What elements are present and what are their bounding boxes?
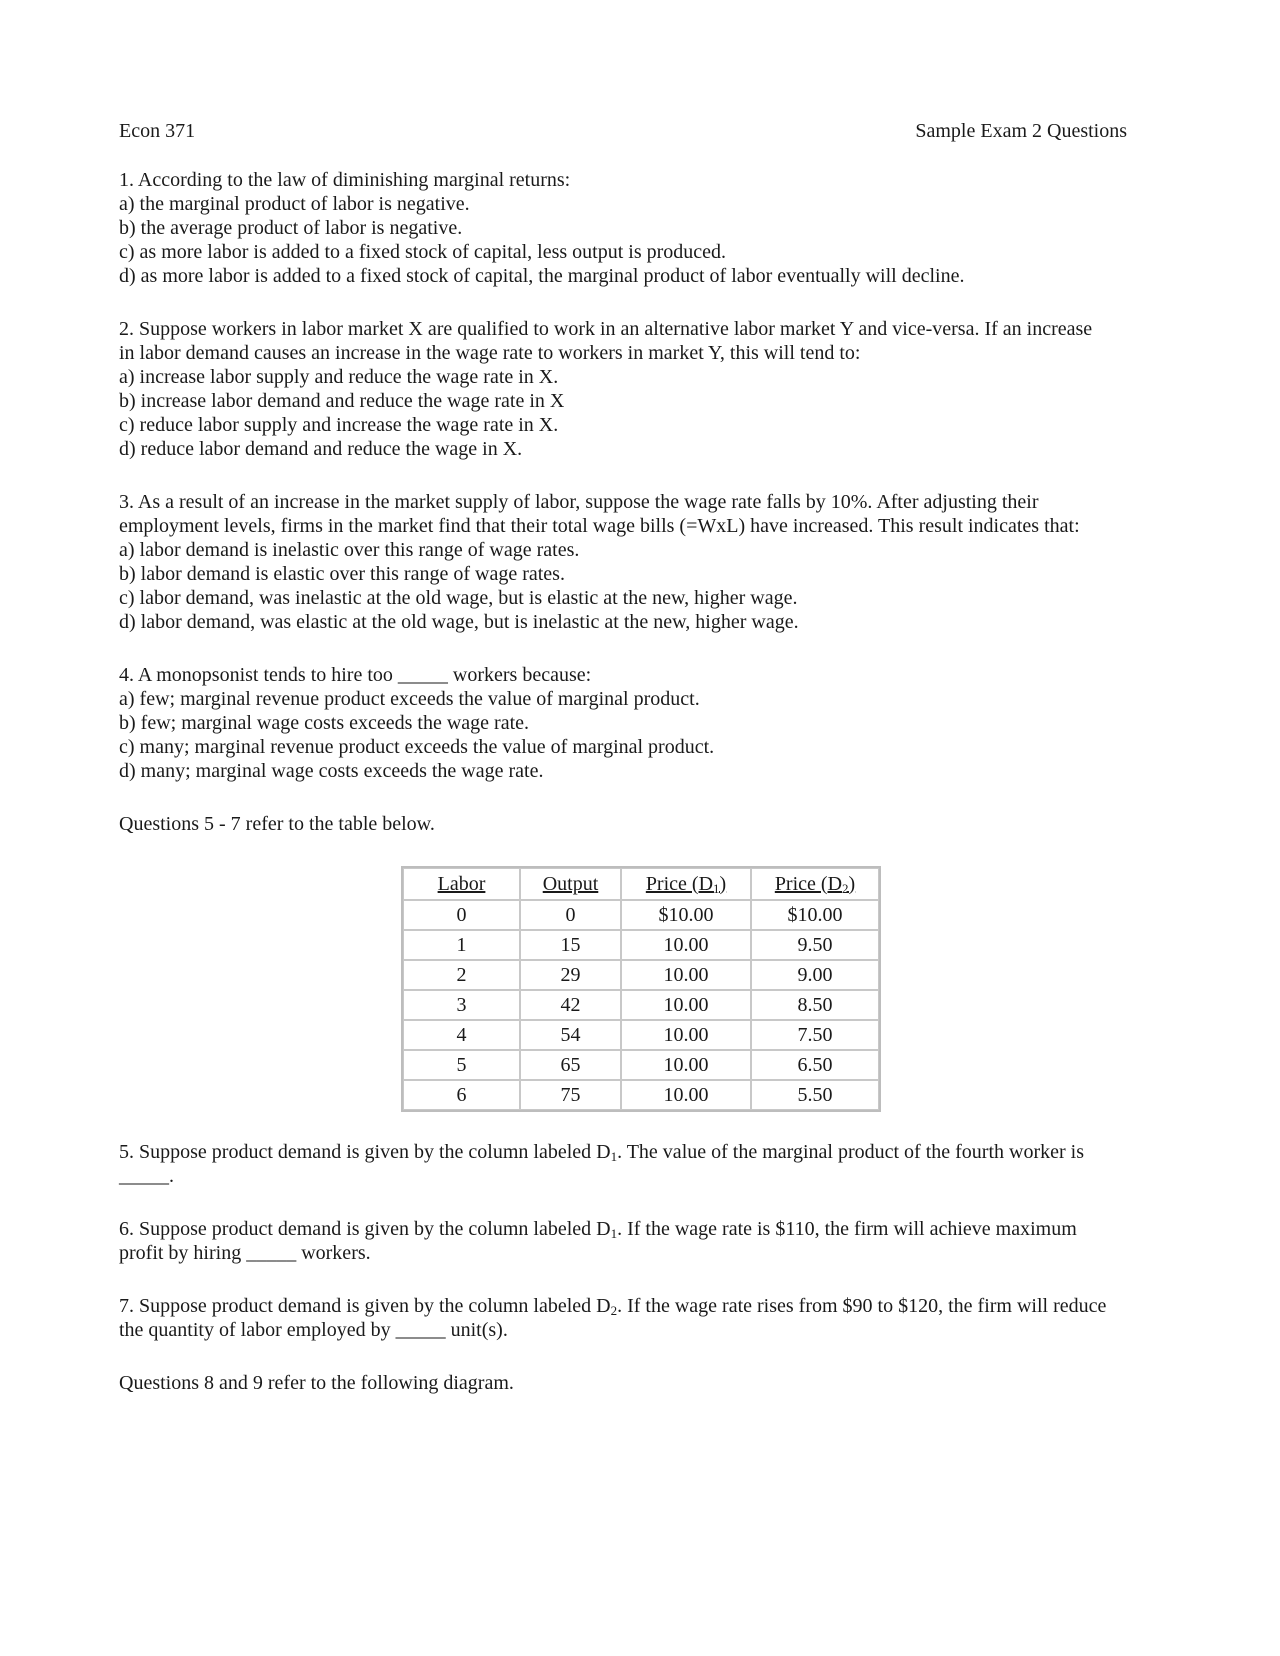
- option-b: b) few; marginal wage costs exceeds the wage rate.: [119, 712, 530, 734]
- cell-labor: 0: [403, 900, 520, 930]
- cell-output: 75: [520, 1080, 621, 1110]
- question-stem-cont: employment levels, firms in the market find that their total wage bills (=WxL) have increased. This result indicates that:: [119, 515, 1080, 537]
- option-c: c) reduce labor supply and increase the wage rate in X.: [119, 414, 559, 436]
- option-b: b) the average product of labor is negative.: [119, 217, 463, 239]
- cell-output: 15: [520, 930, 621, 960]
- cell-price-d1: 10.00: [621, 1020, 751, 1050]
- table-row: [403, 1050, 879, 1080]
- question-1: [119, 168, 1164, 288]
- question-stem-cont: the quantity of labor employed by _____ unit(s).: [119, 1319, 508, 1341]
- option-b: b) labor demand is elastic over this range of wage rates.: [119, 563, 565, 585]
- table-header-row: [403, 868, 879, 900]
- table-container: [401, 866, 1164, 1112]
- option-c: c) as more labor is added to a fixed stock of capital, less output is produced.: [119, 241, 727, 263]
- cell-output: 54: [520, 1020, 621, 1050]
- table-row: [403, 990, 879, 1020]
- cell-price-d2: 9.00: [751, 960, 879, 990]
- option-a: a) increase labor supply and reduce the wage rate in X.: [119, 366, 559, 388]
- question-6: [119, 1217, 1164, 1265]
- cell-price-d2: $10.00: [751, 900, 879, 930]
- header-price-d2: Price $(D_2)$: [751, 868, 879, 900]
- option-d: d) many; marginal wage costs exceeds the wage rate.: [119, 760, 544, 782]
- header-output: Output: [520, 868, 621, 900]
- exam-title: Sample Exam 2 Questions: [915, 120, 1127, 142]
- cell-price-d2: 7.50: [751, 1020, 879, 1050]
- course-label: Econ 371: [119, 120, 196, 142]
- diagram-intro: Questions 8 and 9 refer to the following diagram.: [119, 1372, 514, 1394]
- question-7: [119, 1294, 1164, 1342]
- option-a: a) labor demand is inelastic over this range of wage rates.: [119, 539, 580, 561]
- cell-labor: 5: [403, 1050, 520, 1080]
- question-stem: 3. As a result of an increase in the market supply of labor, suppose the wage rate falls by 10%. After adjusting their: [119, 491, 1039, 513]
- table-row: [403, 960, 879, 990]
- cell-price-d1: 10.00: [621, 1050, 751, 1080]
- table-row: [403, 1080, 879, 1110]
- page-header: [119, 119, 1164, 143]
- question-stem: 5. Suppose product demand is given by the column labeled $D_1$. The value of the marginal product of the fourth worker is: [119, 1141, 1084, 1164]
- cell-output: 0: [520, 900, 621, 930]
- cell-output: 65: [520, 1050, 621, 1080]
- question-5: [119, 1140, 1164, 1188]
- labor-output-table: [401, 866, 881, 1112]
- table-row: [403, 1020, 879, 1050]
- cell-labor: 6: [403, 1080, 520, 1110]
- option-d: d) reduce labor demand and reduce the wage in X.: [119, 438, 523, 460]
- cell-output: 42: [520, 990, 621, 1020]
- cell-labor: 1: [403, 930, 520, 960]
- cell-price-d2: 6.50: [751, 1050, 879, 1080]
- question-2: [119, 317, 1164, 461]
- cell-price-d2: 5.50: [751, 1080, 879, 1110]
- exam-page: [119, 119, 1164, 1395]
- cell-price-d2: 8.50: [751, 990, 879, 1020]
- header-price-d1: Price $(D_1)$: [621, 868, 751, 900]
- option-c: c) many; marginal revenue product exceeds the value of marginal product.: [119, 736, 715, 758]
- cell-labor: 2: [403, 960, 520, 990]
- question-stem: 4. A monopsonist tends to hire too _____ workers because:: [119, 664, 592, 686]
- question-4: [119, 663, 1164, 783]
- answer-blank: _____.: [119, 1165, 174, 1187]
- cell-price-d2: 9.50: [751, 930, 879, 960]
- cell-price-d1: 10.00: [621, 1080, 751, 1110]
- cell-price-d1: 10.00: [621, 990, 751, 1020]
- question-stem: 6. Suppose product demand is given by the column labeled $D_1$. If the wage rate is $110, the firm will achieve maximum: [119, 1218, 1077, 1241]
- cell-labor: 3: [403, 990, 520, 1020]
- option-a: a) the marginal product of labor is negative.: [119, 193, 470, 215]
- question-3: [119, 490, 1164, 634]
- header-labor: Labor: [403, 868, 520, 900]
- table-row: [403, 930, 879, 960]
- question-stem-cont: profit by hiring _____ workers.: [119, 1242, 371, 1264]
- question-stem: 7. Suppose product demand is given by the column labeled $D_2$. If the wage rate rises from $90 to $120, the firm will reduce: [119, 1295, 1107, 1318]
- question-stem-cont: in labor demand causes an increase in the wage rate to workers in market Y, this will tend to:: [119, 342, 861, 364]
- option-d: d) labor demand, was elastic at the old wage, but is inelastic at the new, higher wage.: [119, 611, 799, 633]
- table-intro: Questions 5 - 7 refer to the table below.: [119, 813, 435, 835]
- option-b: b) increase labor demand and reduce the wage rate in X: [119, 390, 565, 412]
- question-stem: 1. According to the law of diminishing marginal returns:: [119, 169, 571, 191]
- option-a: a) few; marginal revenue product exceeds the value of marginal product.: [119, 688, 700, 710]
- cell-labor: 4: [403, 1020, 520, 1050]
- cell-output: 29: [520, 960, 621, 990]
- cell-price-d1: 10.00: [621, 930, 751, 960]
- cell-price-d1: 10.00: [621, 960, 751, 990]
- table-row: [403, 900, 879, 930]
- cell-price-d1: $10.00: [621, 900, 751, 930]
- question-stem: 2. Suppose workers in labor market X are qualified to work in an alternative labor market Y and vice-versa. If an increase: [119, 318, 1093, 340]
- option-d: d) as more labor is added to a fixed stock of capital, the marginal product of labor eventually will decline.: [119, 265, 965, 287]
- option-c: c) labor demand, was inelastic at the old wage, but is elastic at the new, higher wage.: [119, 587, 798, 609]
